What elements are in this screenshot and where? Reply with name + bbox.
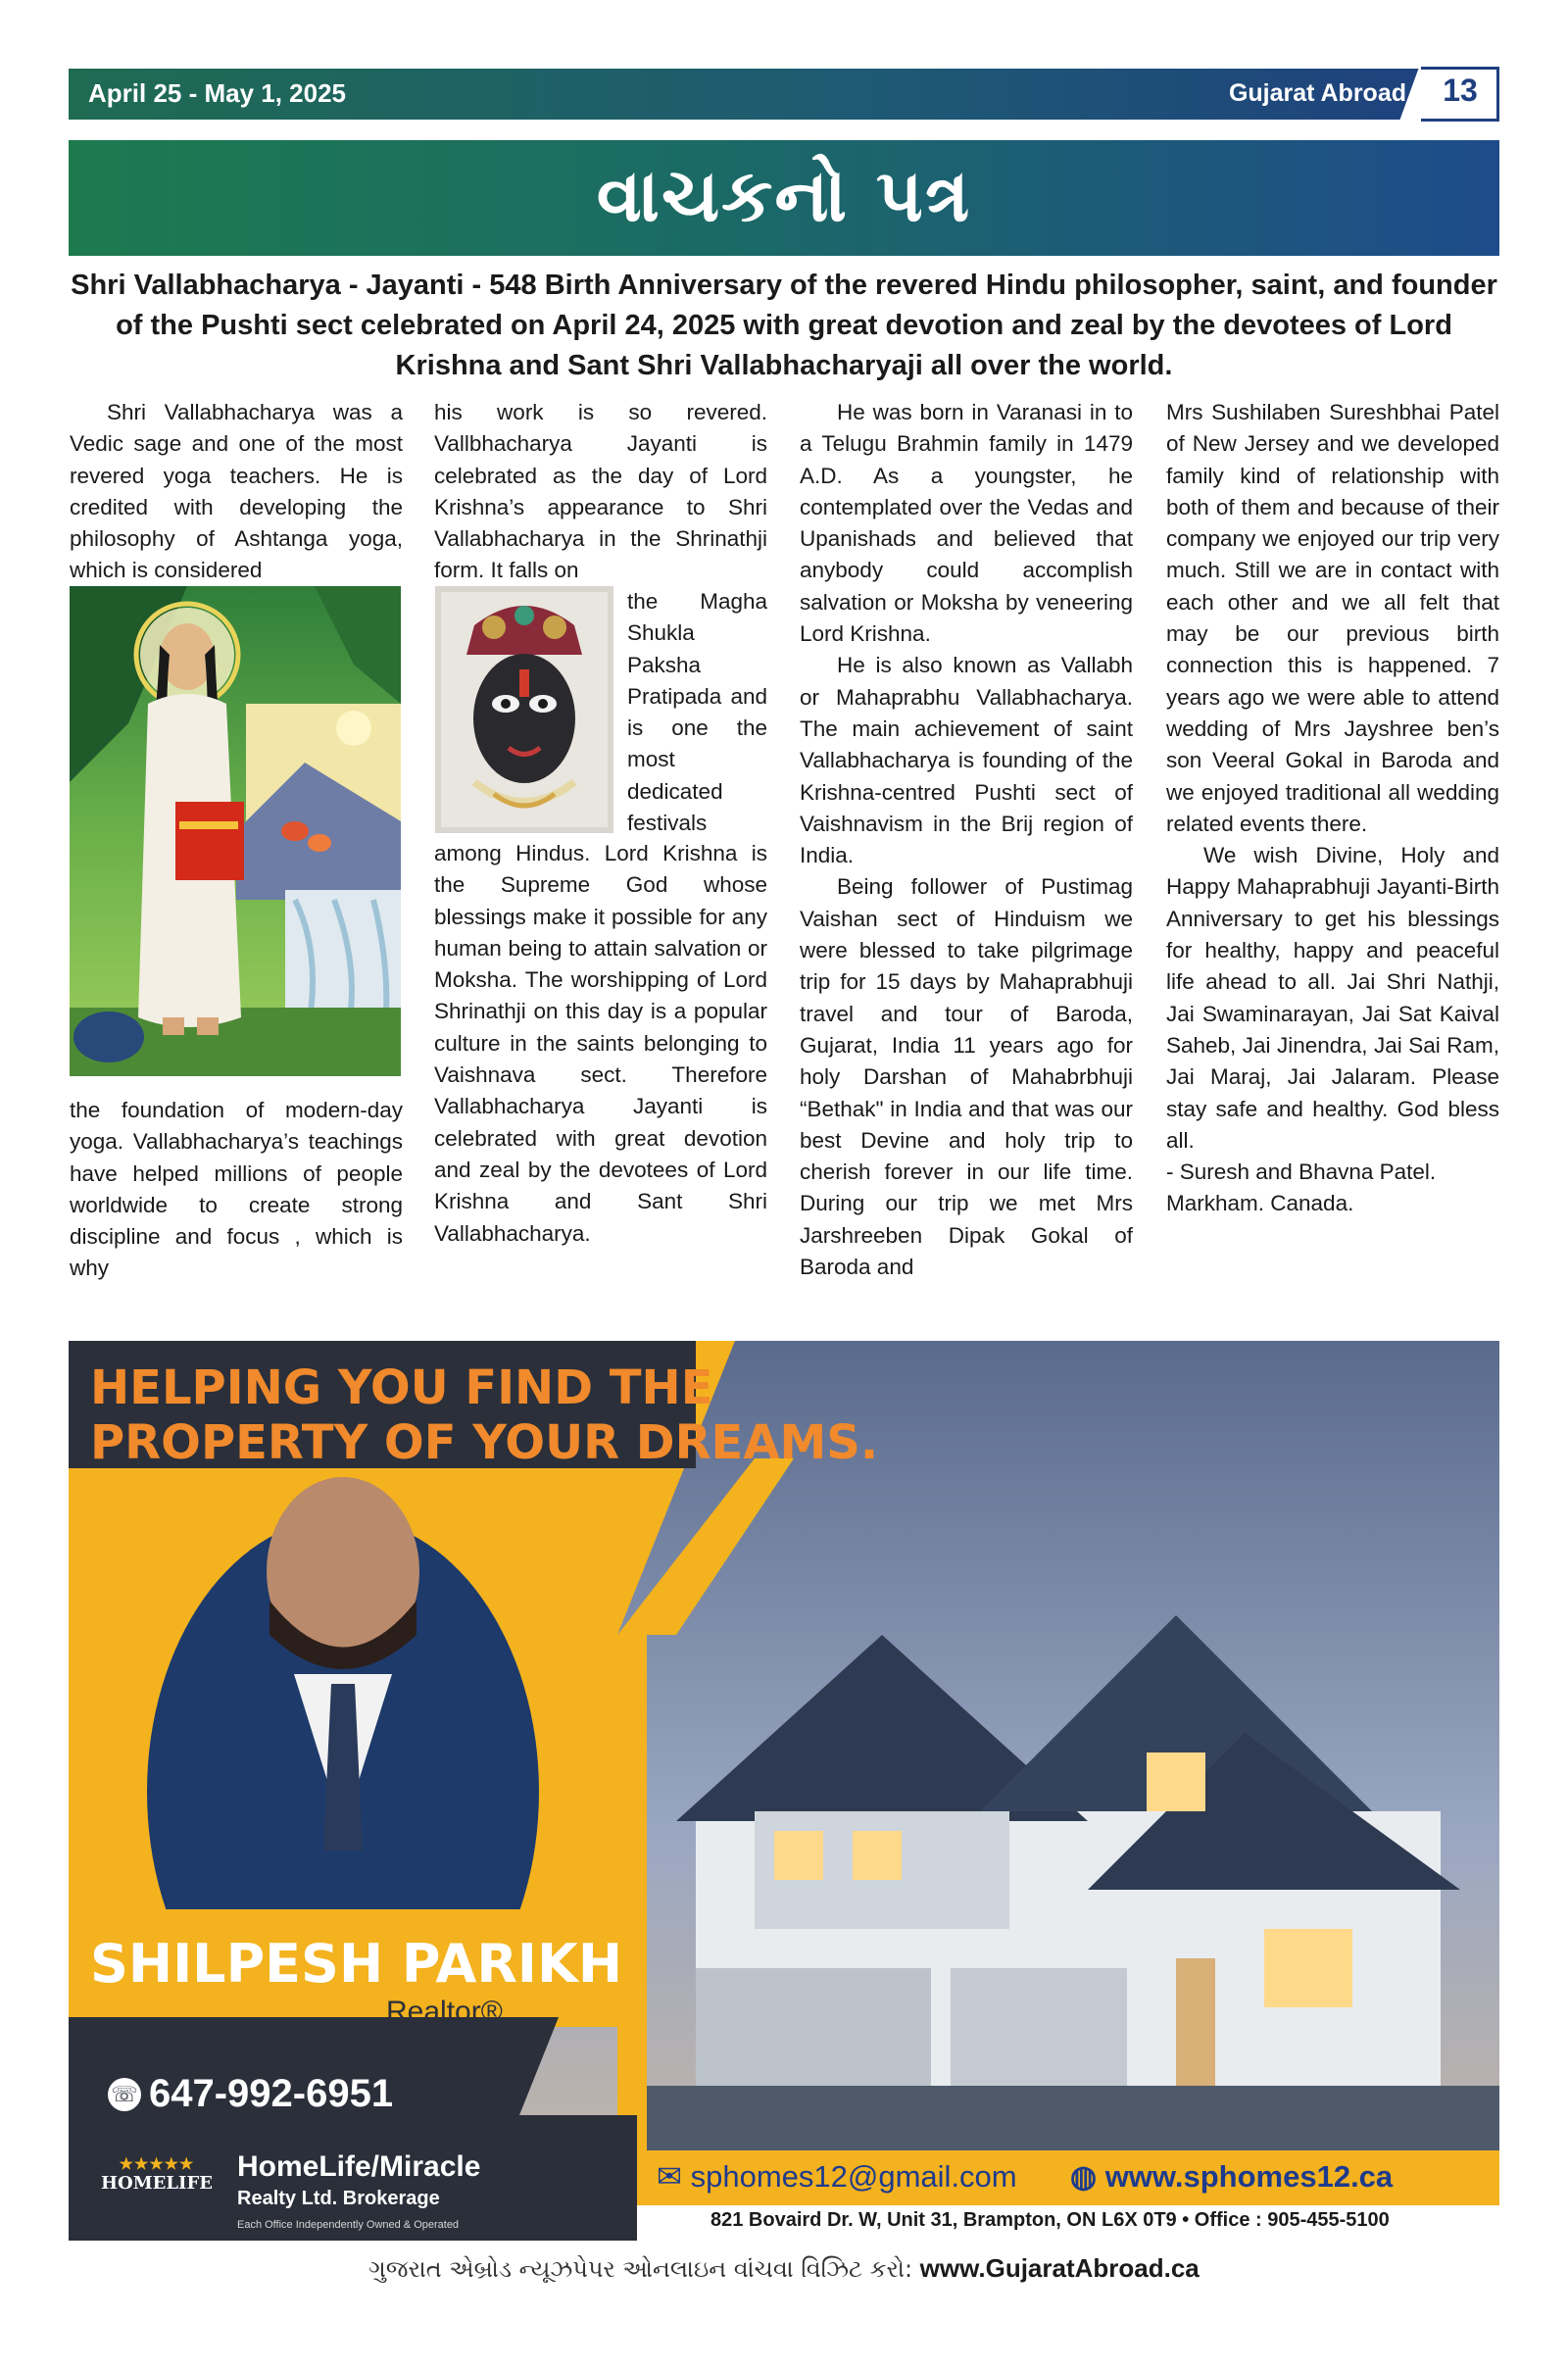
article-column-1-bottom	[70, 1095, 403, 1285]
section-banner	[69, 140, 1499, 256]
realtor-website-text: www.sphomes12.ca	[1104, 2159, 1394, 2194]
globe-icon: ◍	[1070, 2159, 1098, 2194]
realtor-title: Realtor®	[386, 1996, 503, 2028]
brokerage-name: HomeLife/Miracle	[237, 2150, 481, 2183]
realtor-website	[1070, 2159, 1393, 2195]
article-paragraph: We wish Divine, Holy and Happy Mahaprabhuji Jayanti-Birth Anniversary to get his blessings for healthy, happy and peaceful life ahead to all. Jai Shri Nathji, Jai Swaminarayan, Jai Sat Kaival Saheb, Jai Jinendra, Jai Sai Ram, Jai Maraj, Jai Jalaram. Please stay safe and healthy. God bless all.	[1166, 843, 1499, 1153]
newspaper-name: Gujarat Abroad	[1228, 79, 1406, 107]
stars-icon: ★★★★★	[119, 2154, 195, 2173]
article-paragraph: Shri Vallabhacharya was a Vedic sage and one of the most revered yoga teachers. He is credited with developing the philosophy of Ashtanga yoga, which is considered	[70, 400, 403, 583]
article-paragraph: Being follower of Pustimag Vaishan sect of Hinduism we were blessed to take pilgrimage trip for 15 days by Mahaprabhuji travel and tour of Baroda, Gujarat, India 11 years ago for holy Darshan of Mahabrbhuji “Bethak" in India and that was our best Devine and holy trip to cherish forever in our life time. During our trip we met Mrs Jarshreeben Dipak Gokal of Baroda and	[800, 874, 1133, 1280]
footer-url: www.GujaratAbroad.ca	[919, 2253, 1200, 2283]
article-paragraph: He was born in Varanasi in to a Telugu Brahmin family in 1479 A.D. As a youngster, he contemplated over the Vedas and Upanishads and believed that anybody could accomplish salvation or Moksha by veneering Lord Krishna.	[800, 400, 1133, 647]
article-headline: Shri Vallabhacharya - Jayanti - 548 Birth Anniversary of the revered Hindu philosopher, saint, and founder of the Pushti sect celebrated on April 24, 2025 with great devotion and zeal by the devotees of Lord Krishna and Sant Shri Vallabhacharyaji all over the world.	[71, 270, 1497, 381]
article-paragraph: among Hindus. Lord Krishna is the Supreme God whose blessings make it possible for any human being to attain salvation or Moksha. The worshipping of Lord Shrinathji on this day is a popular culture in the saints belonging to Vaishnava sect. Therefore Vallabhacharya Jayanti is celebrated with great devotion and zeal by the devotees of Lord Krishna and Sant Shri Vallabhacharya.	[434, 841, 767, 1246]
page-header-bar	[69, 69, 1499, 120]
signature-line: - Suresh and Bhavna Patel.	[1166, 1160, 1437, 1185]
email-icon: ✉	[657, 2159, 682, 2194]
article-paragraph: Mrs Sushilaben Sureshbhai Patel of New Jersey and we developed family kind of relationship with both of them and because of their company we enjoyed our trip very much. Still we are in contact with each other and we all felt that may be our previous birth connection this is happened. 7 years ago we were able to attend wedding of Mrs Jayshree ben’s son Veeral Gokal in Baroda and we enjoyed traditional all wedding related events there.	[1166, 400, 1499, 836]
phone-icon: ☏	[108, 2078, 141, 2111]
homelife-logo	[90, 2154, 223, 2203]
ad-headline	[90, 1360, 878, 1470]
article-column-2-bottom	[434, 838, 767, 1250]
article-column-2-top	[434, 397, 767, 587]
section-title: વાચકનો પત્ર	[596, 154, 972, 238]
article-column-4	[1166, 397, 1499, 1220]
article-paragraph: the Magha Shukla Paksha Pratipada and is one the most dedicated festivals	[627, 589, 767, 836]
article-paragraph: the foundation of modern-day yoga. Vallabhacharya’s teachings have helped millions of people worldwide to create strong discipline and focus , which is why	[70, 1098, 403, 1281]
page-footer	[0, 2253, 1568, 2284]
realtor-name: SHILPESH PARIKH	[90, 1933, 623, 1995]
article-column-1-top	[70, 397, 403, 587]
brokerage-subtitle: Realty Ltd. Brokerage	[237, 2188, 440, 2209]
realtor-email-text: sphomes12@gmail.com	[690, 2159, 1017, 2194]
article-paragraph: He is also known as Vallabh or Mahaprabhu Vallabhacharya. The main achievement of saint Vallabhacharya is founding of the Krishna-centred Pushti sect of Vaishnavism in the Brij region of India.	[800, 653, 1133, 868]
article-column-2-wrap	[627, 586, 767, 839]
ad-headline-line-2: PROPERTY OF YOUR DREAMS.	[90, 1415, 879, 1470]
signature-location: Markham. Canada.	[1166, 1191, 1354, 1216]
office-address: 821 Bovaird Dr. W, Unit 31, Brampton, ON L6X 0T9 • Office : 905-455-5100	[710, 2209, 1390, 2231]
vallabhacharya-painting	[70, 586, 401, 1076]
realtor-phone: 647-992-6951	[149, 2072, 394, 2115]
brokerage-disclaimer: Each Office Independently Owned & Operated	[237, 2219, 460, 2231]
realtor-email	[657, 2159, 1017, 2195]
ad-headline-line-1: HELPING YOU FIND THE	[90, 1360, 713, 1415]
article-column-3	[800, 397, 1133, 1283]
article-paragraph: his work is so revered. Vallbhacharya Jayanti is celebrated as the day of Lord Krishna’s appearance to Shri Vallabhacharya in the Shrinathji form. It falls on	[434, 400, 767, 583]
realtor-advertisement	[69, 1341, 1499, 2241]
shrinathji-image	[435, 586, 613, 833]
footer-text: ગુજરાત એબ્રોડ ન્યૂઝપેપર ઓનલાઇન વાંચવા વિઝિટ કરો:	[368, 2255, 920, 2283]
page-number: 13	[1443, 73, 1478, 108]
issue-date: April 25 - May 1, 2025	[88, 78, 347, 108]
homelife-logo-text: HOMELIFE	[101, 2173, 213, 2194]
